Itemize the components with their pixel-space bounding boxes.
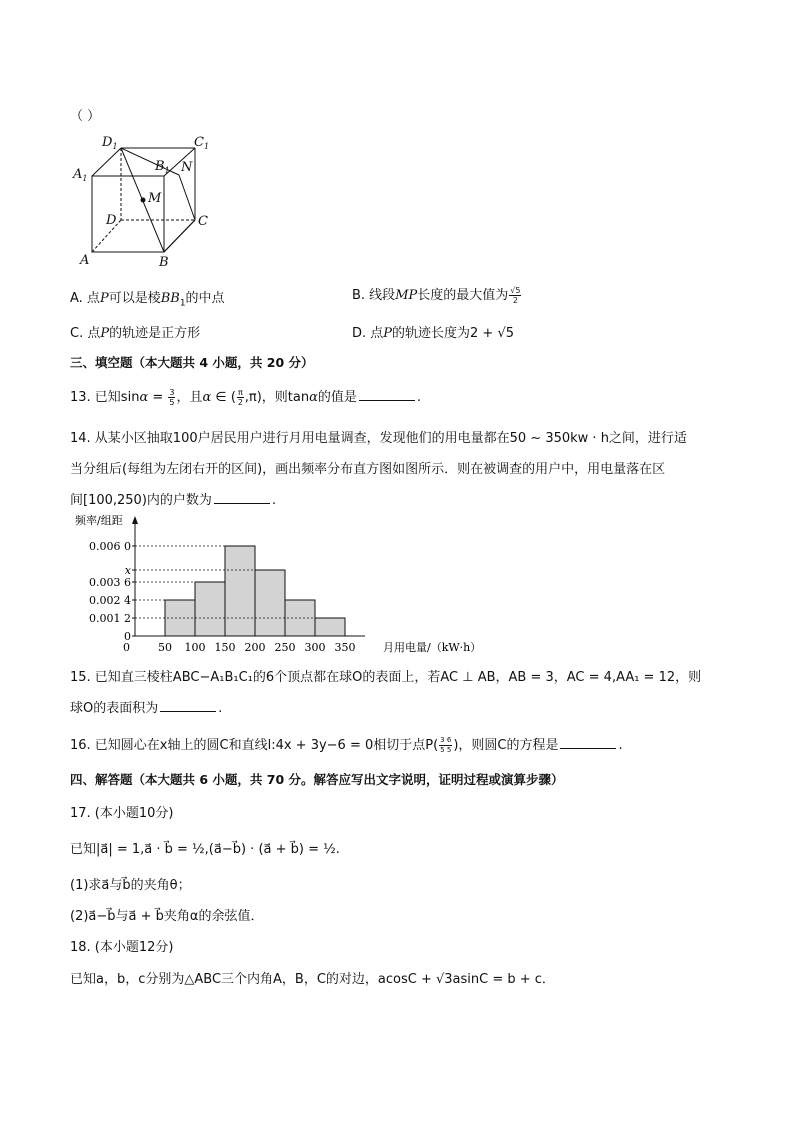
question-14-line3: 间[100,250)内的户数为 .	[70, 493, 277, 508]
answer-paren: （ ）	[70, 109, 101, 124]
y-tick-label: x	[124, 564, 131, 577]
label-d1: $D_1$	[102, 135, 118, 151]
y-tick-label: 0.003 6	[89, 576, 131, 589]
option-a[interactable]: A. 点P可以是棱$BB_1$的中点	[70, 291, 225, 309]
answer-blank-14[interactable]	[214, 491, 270, 504]
question-15-line2: 球O的表面积为 .	[70, 701, 223, 716]
x-tick-label: 0	[123, 641, 130, 654]
question-17-given: 已知|a⃗| = 1,a⃗ · b⃗ = ½,(a⃗−b⃗) · (a⃗ + b⃗) = ½.	[70, 842, 340, 857]
cube-figure	[70, 128, 220, 268]
label-b1: $B_1$	[155, 159, 170, 175]
question-16: 16. 已知圆心在x轴上的圆C和直线l:4x + 3y−6 = 0相切于点P( $\frac{3 6}{5 5}$ )，则圆C的方程是 .	[70, 736, 623, 754]
x-tick-label: 350	[334, 641, 356, 654]
histogram-bar	[315, 618, 345, 636]
histogram-bar	[225, 546, 255, 636]
label-d: D	[106, 213, 117, 228]
histogram-bar	[255, 570, 285, 636]
x-axis-label: 月用电量/（kW·h）	[383, 641, 482, 654]
label-c: C	[198, 214, 208, 229]
y-tick-label: 0	[124, 630, 131, 643]
question-13: 13. 已知sinα = $\frac{3}{5}$ ，且α ∈ ( $\frac{\pi}{2}$ ,π)，则tanα的值是 .	[70, 388, 422, 407]
x-tick-label: 250	[274, 641, 296, 654]
question-17-part1: (1)求a⃗与b⃗的夹角θ；	[70, 878, 191, 893]
question-17-part2: (2)a⃗−b⃗与a⃗ + b⃗夹角α的余弦值．	[70, 909, 264, 924]
frequency-histogram	[70, 510, 482, 660]
x-tick-label: 100	[184, 641, 206, 654]
label-b: B	[159, 255, 169, 270]
y-tick-label: 0.006 0	[89, 540, 131, 553]
question-18-title: 18. (本小题12分)	[70, 940, 174, 955]
section-4-heading: 四、解答题（本大题共 6 小题，共 70 分。解答应写出文字说明，证明过程或演算步骤）	[70, 772, 564, 787]
question-14-line1: 14. 从某小区抽取100户居民用户进行月用电量调查，发现他们的用电量都在50 ~ 350kw · h之间，进行适	[70, 431, 687, 446]
label-a1: $A_1$	[73, 167, 88, 183]
question-18-given: 已知a，b，c分别为△ABC三个内角A，B，C的对边，acosC + √3asinC = b + c．	[70, 972, 555, 987]
label-c1: $C_1$	[194, 135, 210, 151]
label-m: M	[148, 191, 162, 206]
question-14-line2: 当分组后(每组为左闭右开的区间)，画出频率分布直方图如图所示．则在被调查的用户中，用电量落在区	[70, 462, 666, 477]
answer-blank-13[interactable]	[359, 388, 415, 401]
y-tick-label: 0.001 2	[89, 612, 131, 625]
question-17-title: 17. (本小题10分)	[70, 806, 174, 821]
x-tick-label: 300	[304, 641, 326, 654]
label-n: N	[181, 160, 193, 175]
y-axis-label: 频率/组距	[75, 514, 123, 527]
option-b[interactable]: B. 线段MP长度的最大值为 $\frac{√5}{2}$	[352, 286, 521, 305]
question-15-line1: 15. 已知直三棱柱ABC−A₁B₁C₁的6个顶点都在球O的表面上，若AC ⊥ AB，AB = 3，AC = 4,AA₁ = 12，则	[70, 670, 702, 685]
option-d[interactable]: D. 点P的轨迹长度为2 + √5	[352, 326, 515, 341]
y-tick-label: 0.002 4	[89, 594, 131, 607]
histogram-bar	[195, 582, 225, 636]
label-a: A	[80, 253, 90, 268]
x-tick-label: 200	[244, 641, 266, 654]
x-tick-label: 150	[214, 641, 236, 654]
answer-blank-16[interactable]	[560, 736, 616, 749]
option-c[interactable]: C. 点P的轨迹是正方形	[70, 326, 201, 341]
answer-blank-15[interactable]	[160, 699, 216, 712]
y-axis-arrow	[132, 516, 138, 524]
section-3-heading: 三、填空题（本大题共 4 小题，共 20 分）	[70, 355, 314, 370]
x-tick-label: 50	[158, 641, 172, 654]
